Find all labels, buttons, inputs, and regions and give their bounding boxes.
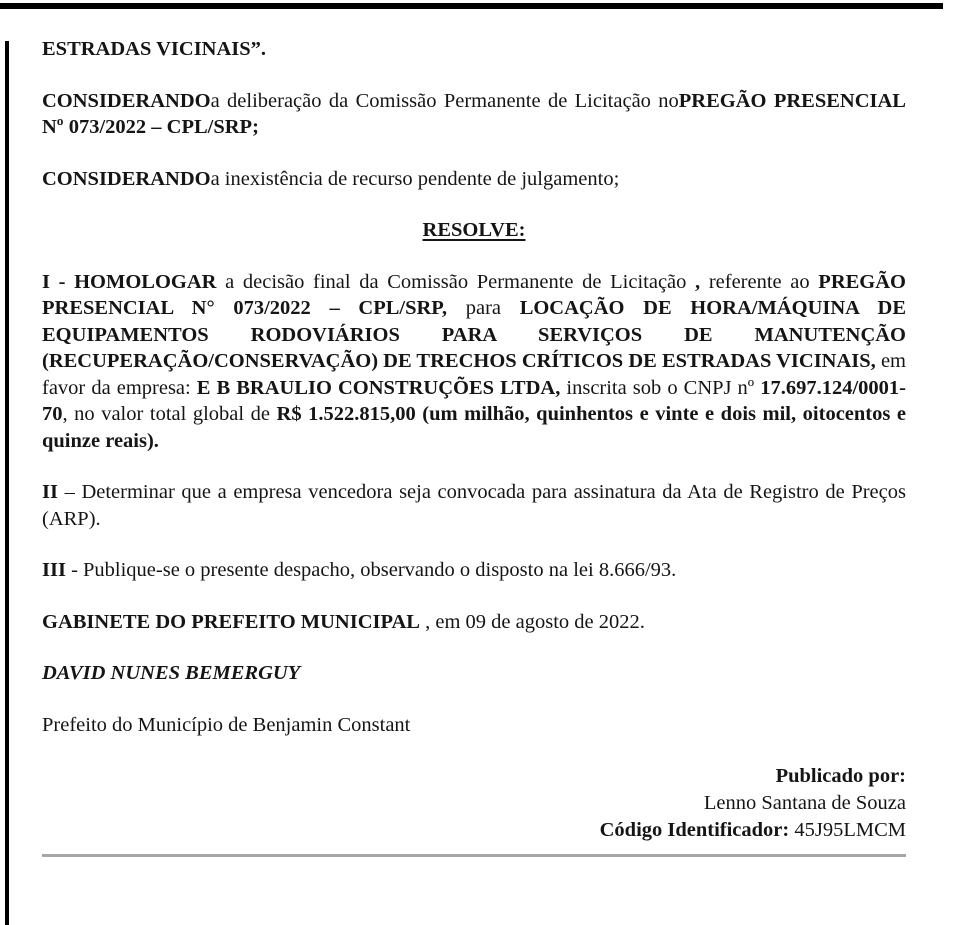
item-1-text-6: , no valor total global de (62, 403, 277, 425)
published-by-line (42, 763, 906, 790)
considerando-1-reference: PREGÃO PRESENCIAL Nº 073/2022 – CPL/SRP; (42, 89, 906, 138)
considerando-1-label: CONSIDERANDO (42, 89, 211, 112)
item-2-number: II (42, 481, 58, 503)
item-2-paragraph (42, 479, 906, 532)
signature-title: Prefeito do Município de Benjamin Constant (42, 713, 411, 736)
item-1-pregao-reference: PREGÃO PRESENCIAL N° 073/2022 – CPL/SRP, (42, 270, 906, 319)
considerando-2-label: CONSIDERANDO (42, 167, 211, 190)
signature-name: DAVID NUNES BEMERGUY (42, 662, 301, 684)
item-3-number: III (42, 559, 66, 581)
item-1-text-1: a decisão final da Comissão Permanente de Licitação (216, 270, 687, 293)
published-by-label: Publicado por: (775, 765, 906, 787)
item-2-text: – Determinar que a empresa vencedora seja convocada para assinatura da Ata de Registro de Preços (ARP). (42, 481, 906, 530)
continuation-text: ESTRADAS VICINAIS”. (42, 38, 267, 60)
gabinete-paragraph (42, 609, 906, 636)
item-1-text-2: referente ao (700, 270, 819, 293)
resolve-heading: RESOLVE: (422, 219, 526, 241)
item-1-company-name: E B BRAULIO CONSTRUÇÕES LTDA, (196, 376, 561, 399)
footer-rule (42, 854, 906, 857)
item-1-text-3: para (447, 297, 520, 319)
top-rule (0, 3, 943, 9)
gabinete-label: GABINETE DO PREFEITO MUNICIPAL (42, 610, 420, 633)
considerando-2-paragraph (42, 166, 906, 193)
document-content (42, 36, 906, 857)
publisher-name-line (42, 790, 906, 817)
considerando-1-paragraph (42, 88, 906, 141)
gabinete-date-text: , em 09 de agosto de 2022. (419, 610, 645, 633)
identifier-code-line (42, 817, 906, 844)
item-1-cnpj-number: 17.697.124/0001-70 (42, 376, 907, 425)
considerando-1-text: a deliberação da Comissão Permanente de Licitação no (210, 89, 679, 112)
continuation-paragraph (42, 36, 906, 63)
publisher-name: Lenno Santana de Souza (703, 792, 906, 814)
signature-title-paragraph (42, 712, 906, 739)
item-1-number: I - HOMOLOGAR (42, 270, 217, 293)
considerando-2-text: a inexistência de recurso pendente de julgamento; (210, 167, 620, 190)
item-1-paragraph (42, 269, 906, 455)
item-1-text-4: em favor da empresa: (42, 350, 906, 399)
item-1-contract-object: LOCAÇÃO DE HORA/MÁQUINA DE EQUIPAMENTOS RODOVIÁRIOS PARA SERVIÇOS DE MANUTENÇÃO (RECUPERAÇÃO/CONSERVAÇÃO) DE TRECHOS CRÍTICOS DE ESTRADAS VICINAIS, (42, 297, 906, 372)
left-margin-rule (5, 41, 9, 925)
identifier-code-label: Código Identificador: (599, 819, 790, 841)
item-3-text: - Publique-se o presente despacho, observando o disposto na lei 8.666/93. (65, 559, 677, 581)
identifier-code-value: 45J95LMCM (789, 819, 906, 841)
item-1-text-5: inscrita sob o CNPJ nº (560, 376, 761, 399)
signature-name-paragraph (42, 660, 906, 687)
item-1-contract-value: R$ 1.522.815,00 (um milhão, quinhentos e vinte e dois mil, oitocentos e quinze reais). (42, 403, 906, 452)
item-1-bold-comma: , (686, 270, 701, 293)
resolve-heading-paragraph (42, 217, 906, 244)
item-3-paragraph (42, 557, 906, 584)
publication-block (42, 763, 906, 844)
